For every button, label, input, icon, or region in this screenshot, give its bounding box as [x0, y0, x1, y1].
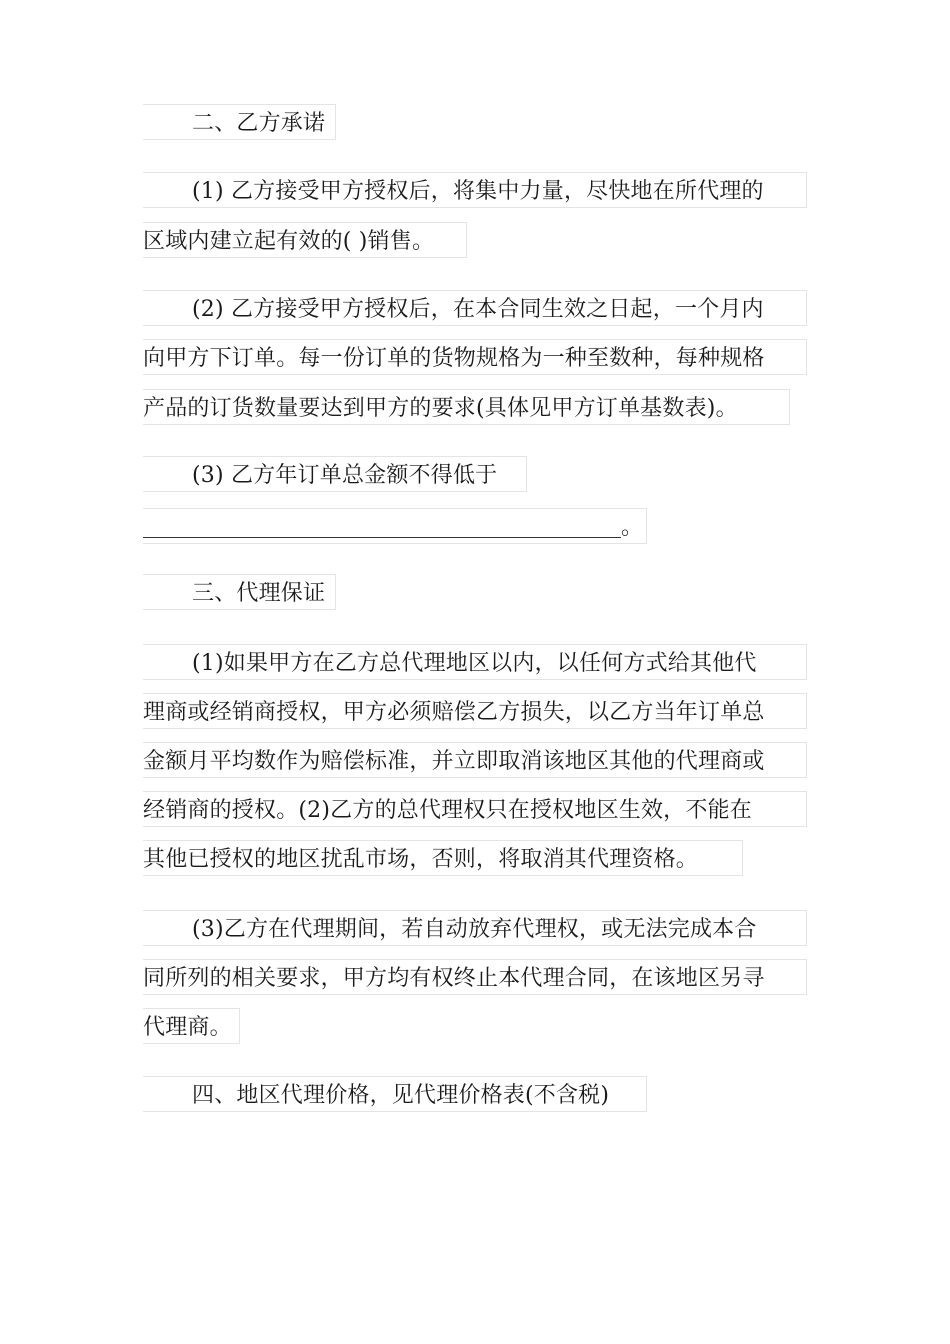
paragraph-line: 产品的订货数量要达到甲方的要求(具体见甲方订单基数表)。: [143, 389, 790, 425]
section-heading-agency-guarantee: 三、代理保证: [143, 574, 336, 610]
paragraph-line: 代理商。: [143, 1008, 240, 1044]
section-heading-party-b-commitments: 二、乙方承诺: [143, 104, 336, 140]
blank-line-period: 。: [621, 515, 644, 540]
paragraph-line: 区域内建立起有效的( )销售。: [143, 222, 467, 258]
paragraph-line: (2) 乙方接受甲方授权后，在本合同生效之日起，一个月内: [143, 290, 807, 326]
paragraph-line: 向甲方下订单。每一份订单的货物规格为一种至数种，每种规格: [143, 339, 807, 375]
paragraph-line: 理商或经销商授权，甲方必须赔偿乙方损失，以乙方当年订单总: [143, 693, 807, 729]
paragraph-line: 经销商的授权。(2)乙方的总代理权只在授权地区生效，不能在: [143, 791, 807, 827]
paragraph-line: (1) 乙方接受甲方授权后，将集中力量，尽快地在所代理的: [143, 172, 807, 208]
amount-blank-line: [143, 508, 647, 544]
paragraph-line: (3)乙方在代理期间，若自动放弃代理权，或无法完成本合: [143, 910, 807, 946]
paragraph-line: 金额月平均数作为赔偿标准，并立即取消该地区其他的代理商或: [143, 742, 807, 778]
section-heading-regional-agency-price: 四、地区代理价格，见代理价格表(不含税): [143, 1076, 647, 1112]
paragraph-line: (3) 乙方年订单总金额不得低于: [143, 456, 527, 492]
paragraph-line: 其他已授权的地区扰乱市场，否则，将取消其代理资格。: [143, 840, 743, 876]
paragraph-line: 同所列的相关要求，甲方均有权终止本代理合同，在该地区另寻: [143, 959, 807, 995]
paragraph-line: (1)如果甲方在乙方总代理地区以内，以任何方式给其他代: [143, 644, 807, 680]
fill-in-blank[interactable]: [143, 511, 621, 538]
